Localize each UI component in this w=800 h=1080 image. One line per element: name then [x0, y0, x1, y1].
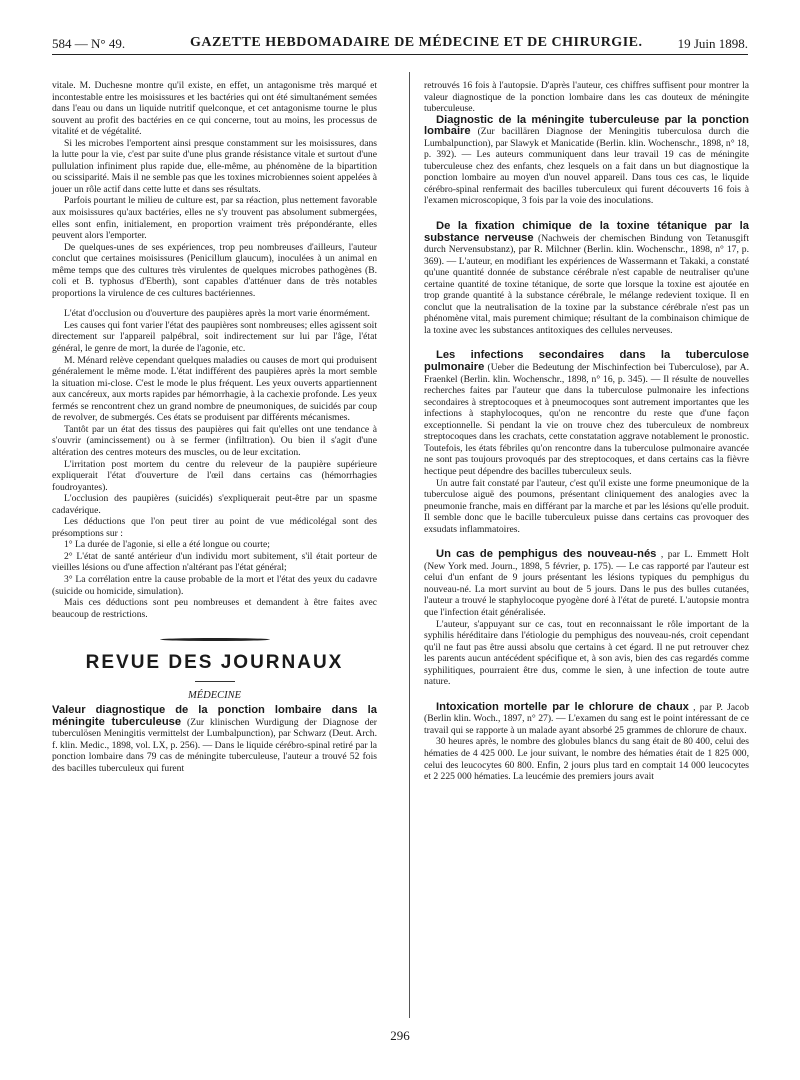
- article-paragraph: 30 heures après, le nombre des globules blancs du sang était de 80 400, celui des hématies de 4 425 000. Le jour suivant, le nombre des hématies était de 1 825 000, celui des leucocytes 60 800. Enfin, 2 jours plus tard en comptait 14 000 leucocytes et 2 225 000 hématies. La leucémie des premiers jours avait: [424, 736, 749, 783]
- paragraph: L'état d'occlusion ou d'ouverture des paupières après la mort varie énormément.: [64, 308, 370, 320]
- article: [52, 705, 377, 774]
- issue-date: 19 Juin 1898.: [677, 36, 748, 51]
- paragraph: Tantôt par un état des tissus des paupières qui fait qu'elles ont une tendance à s'ouvrir (amincissement) ou à se fermer (infiltration). Ou bien il s'agit d'une altération des centres moteurs des muscles, ou de leur excitation.: [52, 423, 377, 458]
- article-body: (Zur bacillären Diagnose der Meningitis tuberculosa durch die Lumbalpunction), par Slawyk et Manicatide (Berlin. klin. Wochenschr., 1898, n° 18, p. 392). — Les auteurs communiquent dans leur travail 19 cas de méningite tuberculeuse chez des enfants, chez lesquels on a fait dans un but diagnostique la ponction lombaire au moyen d'un nouvel appareil. Dans tous ces cas, le liquide cérébro-spinal renfermait des bacilles tuberculeux qui furent découverts 16 fois à l'examen microscopique, 3 fois par la voie des inoculations.: [424, 126, 750, 207]
- article: [424, 115, 749, 207]
- article-paragraph: L'auteur, s'appuyant sur ce cas, tout en reconnaissant le rôle important de la syphilis héréditaire dans l'étiologie du pemphigus des nouveau-nés, croit cependant qu'il ne faut pas être aussi absolu que certains à cet égard. Il ne put retrouver chez les parents aucun antécédent spécifique et, à son avis, bien des cas regardés comme syphilitiques, pourraient être dus, comme le sien, à une infection de toute autre nature.: [424, 618, 749, 688]
- subsection-title: MÉDECINE: [187, 689, 242, 701]
- article-paragraph: [424, 702, 749, 737]
- article-paragraph: [424, 549, 749, 618]
- paragraph: vitale. M. Duchesne montre qu'il existe, en effet, un antagonisme très marqué et incontestable entre les moisissures et les bactéries qui ont été simultanément semées dans l'eau ou dans un liquide nutritif quelconque, et cet antagonisme tourne le plus souvent au profit des bactéries en ce qui concerne, tout au moins, les processus de vitalité et de végétalité.: [52, 80, 377, 138]
- article: [424, 221, 749, 336]
- article-title: Valeur diagnostique de la ponction lombaire dans la méningite tuberculeuse: [52, 704, 377, 728]
- page-number: 296: [390, 1028, 410, 1043]
- list-item: 2° L'état de santé antérieur d'un individu mort subitement, s'il était porteur de vieilles lésions ou d'une affection n'altérant pas l'état général;: [52, 550, 377, 574]
- article-title: Intoxication mortelle par le chlorure de chaux: [436, 700, 689, 713]
- paragraph: L'irritation post mortem du centre du releveur de la paupière supérieure expliquerait l'état d'ouverture de l'œil dans certains cas (hémorrhagies foudroyantes).: [52, 458, 377, 493]
- article-title: Un cas de pemphigus des nouveau-nés: [436, 548, 657, 561]
- paragraph: De quelques-unes de ses expériences, trop peu nombreuses d'ailleurs, l'auteur conclut que certaines moisissures (Penicillum glaucum), inoculées à un animal en même temps que des cultures très virulentes de quelques microbes pathogènes (B. coli et B. typhosus d'Eberth), sont capables d'atténuer dans de très notables proportions la virulence de ces cultures bactériennes.: [52, 241, 377, 299]
- article-body: (Ueber die Bedeutung der Mischinfection bei Tuberculose), par A. Fraenkel (Berlin. klin. Wochenschr., 1898, n° 16, p. 345). — Il résulte de nouvelles recherches faites par l'auteur que dans la tuberculose pulmonaire les infections secondaires à streptocoques et à pneumocoques sont autrement importantes que les infections à staphylocoques, qu'on ne rencontre du reste que d'une façon exceptionnelle. Si pendant la vie on trouve chez des tuberculeux de nombreux streptocoques dans les crachats, cette constatation aggrave notablement le pronostic. Toutefois, les états fébriles qu'on rencontre dans la tuberculose pulmonaire avancée ne sont pas toujours provoqués par des streptocoques, et dans certains cas la fièvre hectique peut dépendre des bacilles tuberculeux seuls.: [424, 362, 749, 477]
- article: [424, 702, 749, 783]
- list-item: 1° La durée de l'agonie, si elle a été longue ou courte;: [64, 539, 270, 551]
- article-body: (Nachweis der chemischen Bindung von Tetanusgift durch Nervensubstanz), par R. Milchner (Berlin. klin. Wochenschr., 1898, n° 17, p. 369). — L'auteur, en modifiant les expériences de Wassermann et Takaki, a constaté qu'une quantité donnée de substance cérébrale n'est capable de neutraliser qu'une certaine quantité de toxine tétanique, de sorte que lorsque la toxine est ajoutée en trop grande quantité à la substance cérébrale, le mélange redevient toxique. Il en conclut que la neutralisation de la toxine par la substance cérébrale n'est pas un phénomène vital, mais purement chimique; résultant de la combinaison chimique de la toxine avec les substances antitoxiques des cellules nerveuses.: [424, 232, 750, 336]
- left-column: [52, 80, 377, 775]
- article-body: (Zur klinischen Wurdigung der Diagnose der tuberculösen Meningitis vermittelst der Lumbalpunction), par Schwarz (Deut. Arch. f. klin. Medic., 1898, vol. LX, p. 256). — Dans le liquide cérébro-spinal retiré par la ponction lombaire dans 79 cas de méningite tuberculeuse, l'auteur a trouvé 52 fois des bacilles tuberculeux qui furent: [52, 716, 377, 774]
- article-paragraph: [424, 221, 749, 336]
- journal-title: GAZETTE HEBDOMADAIRE DE MÉDECINE ET DE CHIRURGIE.: [190, 35, 643, 50]
- paragraph: L'occlusion des paupières (suicidés) s'expliquerait peut-être par un spasme cadavérique.: [52, 493, 377, 516]
- article-title: Diagnostic de la méningite tuberculeuse par la ponction lombaire: [424, 113, 749, 138]
- running-header: [52, 32, 748, 55]
- paragraph: retrouvés 16 fois à l'autopsie. D'après l'auteur, ces chiffres suffisent pour montrer la valeur diagnostique de la ponction lombaire dans les cas douteux de méningite tuberculeuse.: [424, 80, 749, 115]
- article-title: Les infections secondaires dans la tuberculose pulmonaire: [424, 349, 749, 374]
- list-item: 3° La corrélation entre la cause probable de la mort et l'état des yeux du cadavre (suicide ou homicide, simulation).: [52, 573, 377, 597]
- article-list: [424, 115, 749, 783]
- article-body: , par L. Emmett Holt (New York med. Journ., 1898, 5 février, p. 175). — Le cas rapporté par l'auteur est celui d'un enfant de 9 jours présentant les lésions typiques du pemphigus du nouveau-né. La mort survint au bout de 5 jours. Dans le pus des bulles cutanées, l'auteur a trouvé le staphylocoque pyogène doré à l'état de pureté. L'autopsie montra que l'infection était généralisée.: [424, 549, 749, 618]
- paragraph: Parfois pourtant le milieu de culture est, par sa réaction, plus nettement favorable aux moisissures qu'aux bactéries, elles ne s'y trouvent pas absolument submergées, elles sont enfin, initialement, en proportion vraiment très prépondérante, elles peuvent alors l'emporter.: [52, 195, 377, 242]
- article: [424, 350, 749, 535]
- paragraph: Mais ces déductions sont peu nombreuses et demandent à être faites avec beaucoup de restrictions.: [52, 597, 377, 620]
- column-divider: [409, 72, 410, 1018]
- issue-number: 584 — N° 49.: [52, 36, 126, 51]
- article: [424, 549, 749, 688]
- article-title: De la fixation chimique de la toxine tétanique par la substance nerveuse: [424, 220, 749, 244]
- article-paragraph: Un autre fait constaté par l'auteur, c'est qu'il existe une forme pneumonique de la tuberculose aiguë des poumons, présentant cliniquement des analogies avec la pneumonie franche, mais en différant par la marche et par les lésions qu'elle produit. Il semble donc que le bacille tuberculeux puisse dans certains cas provoquer des exsudats inflammatoires.: [424, 477, 749, 535]
- paragraph: Si les microbes l'emportent ainsi presque constamment sur les moisissures, dans la lutte pour la vie, c'est par suite d'une plus grande résistance vitale et surtout d'une pullulation infiniment plus rapide due, elle-même, au phénomène de la bipartition ou scissiparité. Mais il ne semble pas que les toxines microbiennes soient appelées à jouer un rôle actif dans cette lutte et dans ses résultats.: [52, 137, 377, 195]
- article-paragraph: [424, 115, 749, 207]
- paragraph: Les causes qui font varier l'état des paupières sont nombreuses; elles agissent soit directement sur l'appareil palpébral, soit indirectement sur lui par l'âge, l'état général, le genre de mort, la durée de l'agonie, etc.: [52, 319, 377, 355]
- paragraph: Les déductions que l'on peut tirer au point de vue médicolégal sont des présomptions sur :: [52, 516, 377, 539]
- article-body: , par P. Jacob (Berlin klin. Woch., 1897, n° 27). — L'examen du sang est le point intéressant de ce travail qui se rapporte à un malade ayant absorbé 25 grammes de chlorure de chaux.: [424, 701, 749, 736]
- article-paragraph: [424, 350, 749, 477]
- paragraph: M. Ménard relève cependant quelques maladies ou causes de mort qui produisent généralement le même mode. L'état indifférent des paupières après la mort semble la situation mi-close. C'est le mode le plus fréquent. Les yeux ouverts appartiennent aux cancéreux, aux morts rapides par hémorrhagie, à la cachexie profonde. Les yeux fermés se rencontrent chez un grand nombre de pneumoniques, de suicidés par coup de revolver, de submergés. Ces états se produisent par différents mécanismes.: [52, 354, 377, 424]
- short-rule: [195, 681, 235, 682]
- section-title: REVUE DES JOURNAUX: [85, 652, 344, 674]
- ornamental-rule: [160, 638, 270, 641]
- right-column: [424, 80, 749, 783]
